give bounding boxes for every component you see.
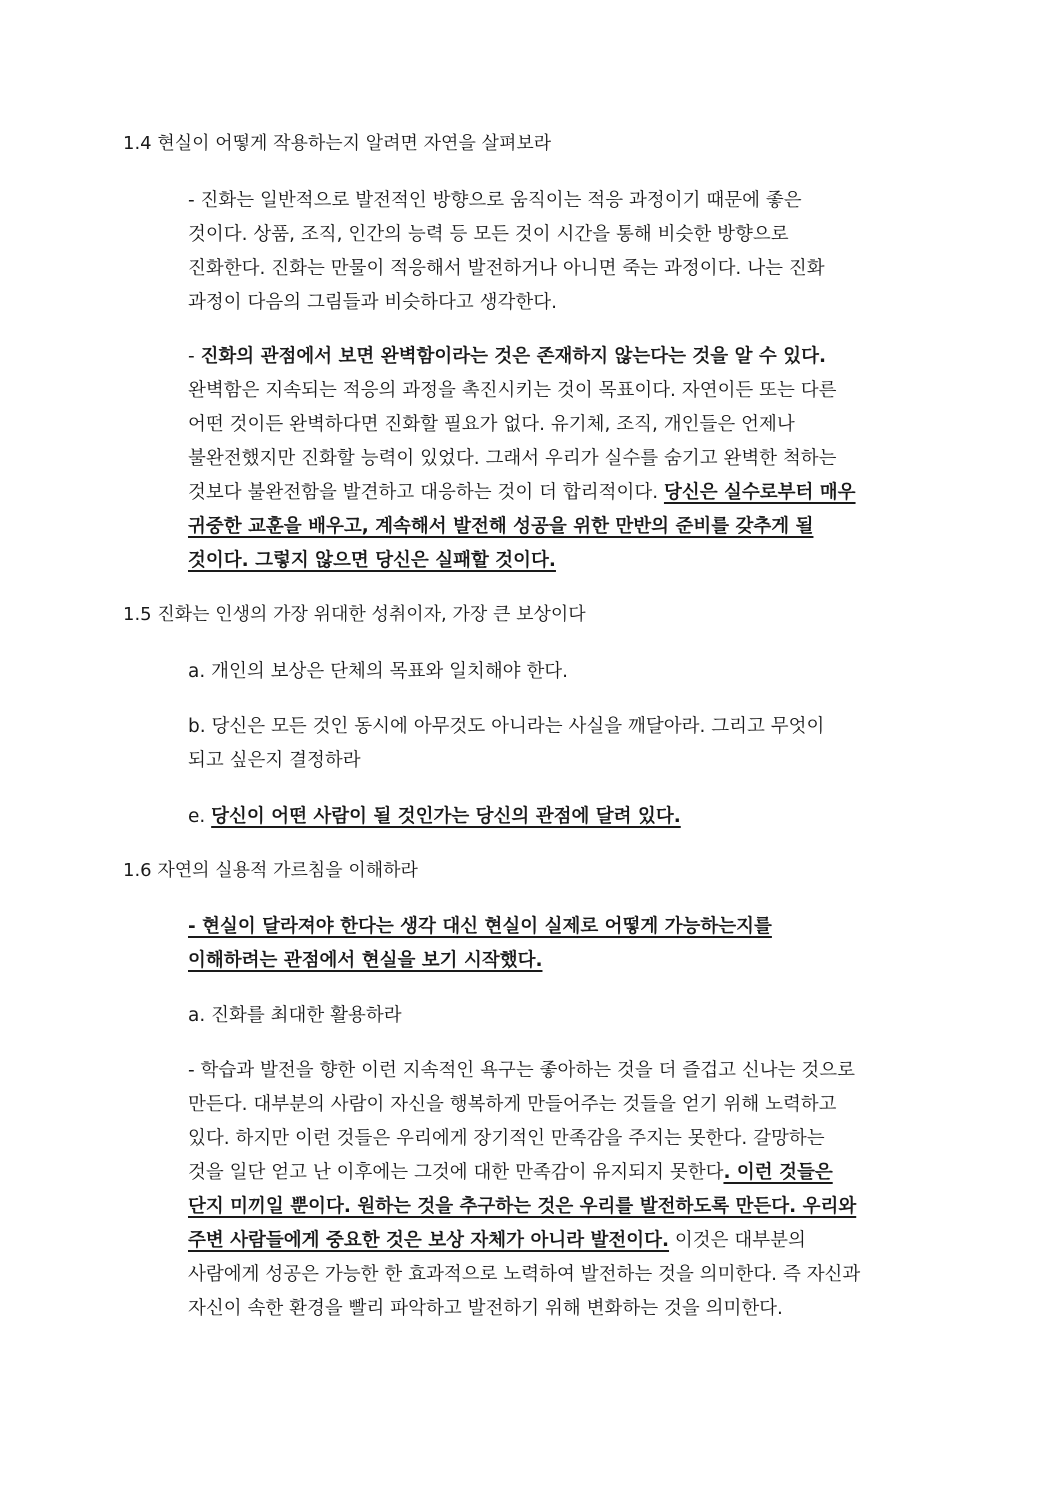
bold-statement: 진화의 관점에서 보면 완벽함이라는 것은 존재하지 않는다는 것을 알 수 있다.: [200, 346, 827, 367]
plain-text: 것보다 불완전함을 발견하고 대응하는 것이 더 합리적이다.: [188, 482, 664, 503]
text-line: 사람에게 성공은 가능한 한 효과적으로 노력하여 발전하는 것을 의미한다. 즉 자신과: [188, 1264, 861, 1285]
text-line: 만든다. 대부분의 사람이 자신을 행복하게 만들어주는 것들을 얻기 위해 노력하고: [188, 1094, 837, 1115]
text-line: 어떤 것이든 완벽하다면 진화할 필요가 없다. 유기체, 조직, 개인들은 언제나: [188, 414, 795, 435]
text-line: 불완전했지만 진화할 능력이 있었다. 그래서 우리가 실수를 숨기고 완벽한 척하는: [188, 448, 837, 469]
section-heading-1-6: 1.6 자연의 실용적 가르침을 이해하라: [123, 860, 418, 881]
underlined-emphasis: 주변 사람들에게 중요한 것은 보상 자체가 아니라 발전이다.: [188, 1230, 670, 1251]
paragraph-evolution-intro: [188, 184, 825, 320]
plain-text: 이것은 대부분의: [669, 1230, 806, 1251]
text-line: 과정이 다음의 그림들과 비슷하다고 생각한다.: [188, 292, 557, 313]
underlined-emphasis: 귀중한 교훈을 배우고, 계속해서 발전해 성공을 위한 만반의 준비를 갖추게 될: [188, 516, 814, 537]
underlined-emphasis: . 이런 것들은: [723, 1162, 833, 1183]
paragraph-growth: [188, 1054, 860, 1326]
text-line: - 학습과 발전을 향한 이런 지속적인 욕구는 좋아하는 것을 더 즐겁고 신나는 것으로: [188, 1060, 855, 1081]
text-line: [188, 1190, 860, 1224]
section-heading-1-4: 1.4 현실이 어떻게 작용하는지 알려면 자연을 살펴보라: [123, 133, 552, 154]
underlined-emphasis: 당신이 어떤 사람이 될 것인가는 당신의 관점에 달려 있다.: [211, 806, 681, 827]
text-line: 완벽함은 지속되는 적응의 과정을 촉진시키는 것이 목표이다. 자연이든 또는 다른: [188, 380, 837, 401]
text-line: [188, 340, 856, 374]
underlined-emphasis: 당신은 실수로부터 매우: [663, 482, 856, 503]
list-marker: e.: [188, 806, 212, 827]
underlined-emphasis: 단지 미끼일 뿐이다. 원하는 것을 추구하는 것은 우리를 발전하도록 만든다. 우리와: [188, 1196, 857, 1217]
plain-text: 것을 일단 얻고 난 이후에는 그것에 대한 만족감이 유지되지 못한다: [188, 1162, 724, 1183]
text-line: 자신이 속한 환경을 빨리 파악하고 발전하기 위해 변화하는 것을 의미한다.: [188, 1298, 783, 1319]
text-line: [188, 476, 856, 510]
text-line: 있다. 하지만 이런 것들은 우리에게 장기적인 만족감을 주지는 못한다. 갈망하는: [188, 1128, 825, 1149]
text-line: 진화한다. 진화는 만물이 적응해서 발전하거나 아니면 죽는 과정이다. 나는 진화: [188, 258, 825, 279]
section-heading-1-5: 1.5 진화는 인생의 가장 위대한 성취이자, 가장 큰 보상이다: [123, 604, 586, 625]
text-line: [188, 510, 856, 544]
text-line: a. 개인의 보상은 단체의 목표와 일치해야 한다.: [188, 661, 569, 682]
text-line: b. 당신은 모든 것인 동시에 아무것도 아니라는 사실을 깨달아라. 그리고 무엇이: [188, 716, 825, 737]
text-line: - 진화는 일반적으로 발전적인 방향으로 움직이는 적응 과정이기 때문에 좋은: [188, 190, 802, 211]
dash-prefix: -: [188, 346, 201, 367]
text-line: [188, 544, 856, 578]
list-item-a: [188, 655, 568, 689]
underlined-emphasis: 이해하려는 관점에서 현실을 보기 시작했다.: [188, 950, 543, 971]
key-insight: [188, 910, 772, 978]
text-line: 것이다. 상품, 조직, 인간의 능력 등 모든 것이 시간을 통해 비슷한 방향으로: [188, 224, 789, 245]
underlined-emphasis: - 현실이 달라져야 한다는 생각 대신 현실이 실제로 어떻게 가능하는지를: [188, 916, 772, 937]
text-line: a. 진화를 최대한 활용하라: [188, 1005, 402, 1026]
text-line: [188, 1156, 860, 1190]
text-line: [188, 800, 681, 834]
list-item-b: [188, 710, 824, 778]
paragraph-perfection: [188, 340, 856, 578]
list-item-e: [188, 800, 681, 834]
list-item-a: [188, 999, 402, 1033]
underlined-emphasis: 것이다. 그렇지 않으면 당신은 실패할 것이다.: [188, 550, 556, 571]
text-line: [188, 1224, 860, 1258]
text-line: 되고 싶은지 결정하라: [188, 750, 361, 771]
